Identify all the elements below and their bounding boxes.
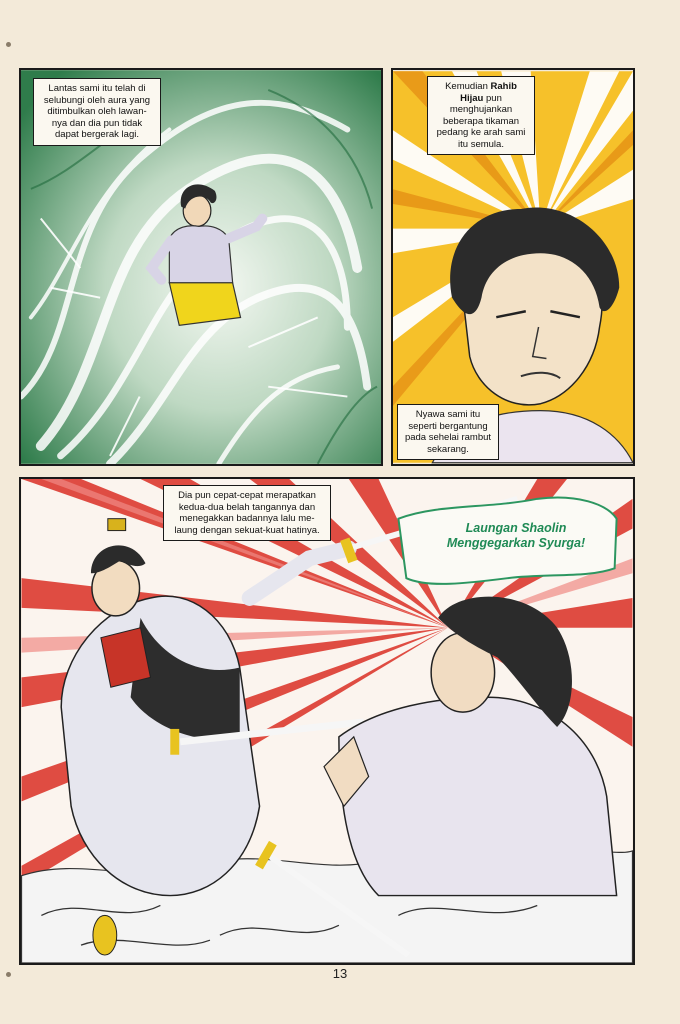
- panel-1-caption: Lantas sami itu telah di selubungi oleh aura yang ditimbulkan oleh lawan-nya dan dia pun tidak dapat bergerak lagi.: [33, 78, 161, 146]
- page-number: 13: [332, 966, 348, 981]
- panel-3-red-burst: [19, 477, 635, 965]
- panel-1-green-aura: [19, 68, 383, 466]
- panel-2-caption-bottom: Nyawa sami itu seperti bergantung pada sehelai rambut sekarang.: [397, 404, 499, 460]
- panel-2-caption-top: [427, 76, 535, 155]
- panel-2-caption-name: Rahib Hijau: [460, 81, 517, 104]
- panel-2-caption-post: pun menghujankan beberapa tikaman pedang ke arah sami itu semula.: [436, 92, 526, 150]
- shout-line-2: Menggegarkan Syurga!: [446, 536, 586, 550]
- panel-2-caption-pre: Kemudian: [445, 81, 491, 92]
- panel-3-caption: Dia pun cepat-cepat merapatkan kedua-dua belah tangannya dan menegakkan badannya lalu me-laung dengan sekuat-kuat hatinya.: [163, 485, 331, 541]
- panel-2-yellow-burst: [391, 68, 635, 466]
- shaolin-shout-text: [421, 521, 611, 551]
- shout-line-1: Laungan Shaolin: [465, 521, 567, 535]
- binder-hole-top: [6, 42, 11, 47]
- panel-3-art: [21, 479, 633, 963]
